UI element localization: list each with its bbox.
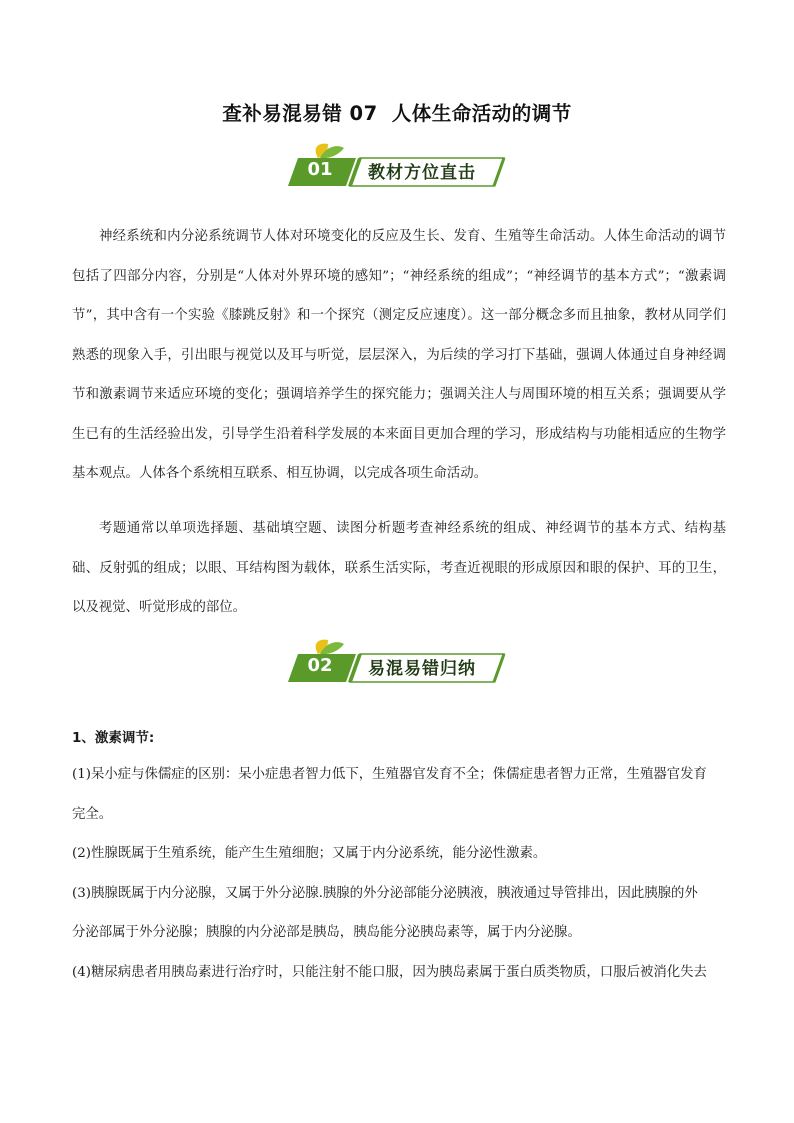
item-3-line-2: 分泌部属于外分泌腺；胰腺的内分泌部是胰岛，胰岛能分泌胰岛素等，属于内分泌腺。	[72, 925, 581, 940]
item-4: (4)糖尿病患者用胰岛素进行治疗时，只能注射不能口服，因为胰岛素属于蛋白质类物质，口服后被消化失去	[72, 964, 707, 980]
section-label: 教材方位直击	[368, 163, 476, 183]
item-3-line-1: (3)胰腺既属于内分泌腺，又属于外分泌腺.胰腺的外分泌部能分泌胰液，胰液通过导管排出，因此胰腺的外	[72, 885, 698, 901]
section-number: 02	[307, 655, 333, 676]
list-item	[72, 755, 732, 992]
section-banner-01	[282, 140, 512, 192]
item-1-line-1: (1)呆小症与侏儒症的区别：呆小症患者智力低下，生殖器官发育不全；侏儒症患者智力正常，生殖器官发育	[72, 767, 707, 782]
paragraph-overview: 神经系统和内分泌系统调节人体对环境变化的反应及生长、发育、生殖等生命活动。人体生命活动的调节包括了四部分内容，分别是“人体对外界环境的感知”；“神经系统的组成”；“神经调节的基本方式”；“激素调节”，其中含有一个实验《膝跳反射》和一个探究（测定反应速度）。这一部分概念多而且抽象，教材从同学们熟悉的现象入手，引出眼与视觉以及耳与听觉，层层深入，为后续的学习打下基础，强调人体通过自身神经调节和激素调节来适应环境的变化；强调培养学生的探究能力；强调关注人与周围环境的相互关系；强调要从学生已有的生活经验出发，引导学生沿着科学发展的本来面目更加合理的学习，形成结构与功能相适应的生物学基本观点。人体各个系统相互联系、相互协调，以完成各项生命活动。	[72, 229, 726, 481]
section-label: 易混易错归纳	[368, 659, 476, 679]
item-2: (2)性腺既属于生殖系统，能产生生殖细胞；又属于内分泌系统，能分泌性激素。	[72, 846, 547, 861]
section-banner-02	[282, 636, 512, 688]
title-series: 查补易混易错 07	[222, 102, 378, 125]
section-number: 01	[307, 159, 333, 180]
title-topic: 人体生命活动的调节	[391, 102, 572, 125]
paragraph-exam: 考题通常以单项选择题、基础填空题、读图分析题考查神经系统的组成、神经调节的基本方式、结构基础、反射弧的组成；以眼、耳结构图为载体，联系生活实际，考查近视眼的形成原因和眼的保护、耳的卫生，以及视觉、听觉形成的部位。	[72, 521, 726, 615]
item-1-line-2: 完全。	[72, 806, 113, 822]
subheading-hormone: 1、激素调节:	[72, 730, 155, 746]
page-title	[0, 98, 794, 126]
